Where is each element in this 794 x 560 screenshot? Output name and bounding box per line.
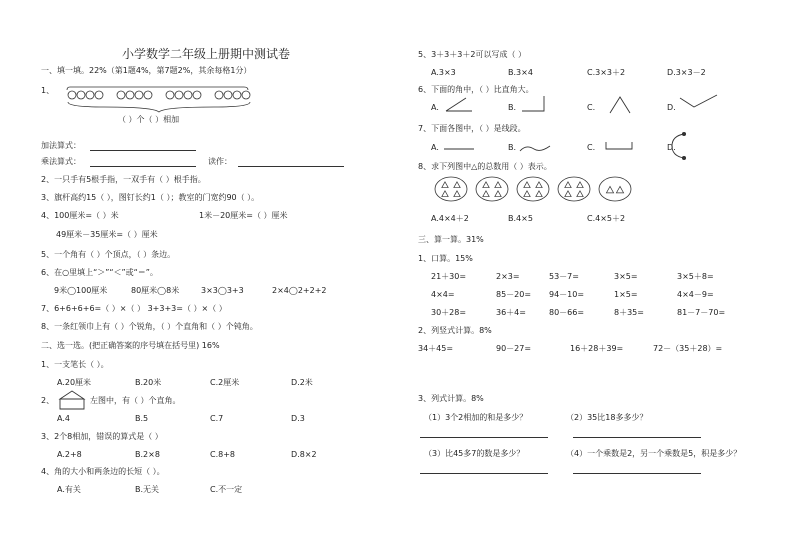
apple-group-3-icon <box>166 91 201 99</box>
read-as-label: 读作： <box>208 157 232 166</box>
choice-3-option-c[interactable]: C.8+8 <box>210 450 236 459</box>
word-answer-line-4[interactable] <box>573 473 701 474</box>
choice-8-option-c[interactable]: C.4×5＋2 <box>587 214 626 223</box>
choice-1-option-d[interactable]: D.2米 <box>291 378 313 387</box>
choice-6-option-c[interactable]: C. <box>587 103 596 112</box>
triangle-icon <box>536 182 542 188</box>
triangle-icon <box>483 191 489 197</box>
choice-2-option-b[interactable]: B.5 <box>135 414 149 423</box>
choice-8-option-a[interactable]: A.4×4＋2 <box>431 214 469 223</box>
triangle-groups-figure <box>433 175 633 205</box>
choice-5-option-b[interactable]: B.3×4 <box>508 68 533 77</box>
word-heading: 3、列式计算。8% <box>418 394 484 403</box>
choice-5-text: 5、3＋3＋3＋2可以写成（ ） <box>418 50 526 59</box>
addition-answer-line[interactable] <box>90 150 196 151</box>
choice-1-option-c[interactable]: C.2厘米 <box>210 378 240 387</box>
triangle-icon <box>483 182 489 188</box>
vertical-item-4: 72－（35＋28）= <box>653 344 723 353</box>
choice-3-option-a[interactable]: A.2+8 <box>57 450 82 459</box>
word-answer-line-2[interactable] <box>573 437 701 438</box>
oral-item: 4×4= <box>431 290 455 299</box>
choice-1-text: 1、一支笔长（ ）。 <box>41 360 109 369</box>
oral-item: 36＋4= <box>496 308 526 317</box>
oral-item: 2×3= <box>496 272 520 281</box>
choice-2-number: 2、 <box>41 396 55 405</box>
q2-text: 2、一只手有5根手指，一双手有（ ）根手指。 <box>41 175 206 184</box>
choice-4-option-b[interactable]: B.无关 <box>135 485 160 494</box>
angle-right-b-icon <box>522 96 544 111</box>
triangle-icon <box>442 191 448 197</box>
triangle-icon <box>495 182 501 188</box>
triangle-icon <box>442 182 448 188</box>
choice-7-option-c[interactable]: C. <box>587 143 596 152</box>
apple-group-2-icon <box>117 91 152 99</box>
oral-item: 3×5= <box>614 272 638 281</box>
triangle-icon <box>454 182 460 188</box>
q6-text: 6、在○里填上“＞”“＜”或“＝”。 <box>41 268 158 277</box>
choice-1-option-a[interactable]: A.20厘米 <box>57 378 92 387</box>
oral-item: 94－10= <box>549 290 585 299</box>
choice-5-option-a[interactable]: A.3×3 <box>431 68 456 77</box>
triangle-icon <box>536 191 542 197</box>
q8-text: 8、一条红领巾上有（ ）个锐角，（ ）个直角和（ ）个钝角。 <box>41 322 258 331</box>
open-shape-c-icon <box>606 142 632 149</box>
triangle-icon <box>577 182 583 188</box>
q4c-text: 49厘米－35厘米=（ ）厘米 <box>56 230 158 239</box>
addition-label: 加法算式： <box>41 141 81 150</box>
choice-8-option-b[interactable]: B.4×5 <box>508 214 533 223</box>
word-problem-4: （4）一个乘数是2，另一个乘数是5，积是多少？ <box>566 449 742 458</box>
house-shape-icon <box>58 390 86 410</box>
q1-number: 1、 <box>41 86 55 95</box>
page-title: 小学数学二年级上册期中测试卷 <box>122 47 291 61</box>
triangle-icon <box>616 186 623 192</box>
oral-item: 21＋30= <box>431 272 467 281</box>
word-problem-2: （2）35比18多多少？ <box>566 413 648 422</box>
choice-7-option-a[interactable]: A. <box>431 143 439 152</box>
oral-heading: 1、口算。15% <box>418 254 473 263</box>
word-problem-3: （3）比45多7的数是多少？ <box>424 449 525 458</box>
triangle-group-icon <box>599 177 631 201</box>
angles-figure <box>440 94 730 116</box>
triangle-group-icon <box>558 177 590 201</box>
vertical-heading: 2、列竖式计算。8% <box>418 326 492 335</box>
q4a-text: 4、100厘米=（ ）米 <box>41 211 119 220</box>
oral-item: 85－20= <box>496 290 532 299</box>
triangle-icon <box>524 191 530 197</box>
vertical-item-2: 90－27= <box>496 344 532 353</box>
triangle-icon <box>524 182 530 188</box>
multiplication-answer-line[interactable] <box>90 166 196 167</box>
apple-group-4-icon <box>215 91 250 99</box>
choice-7-text: 7、下面各图中，（ ）是线段。 <box>418 124 526 133</box>
triangle-group-icon <box>476 177 508 201</box>
choice-2-option-a[interactable]: A.4 <box>57 414 70 423</box>
oral-item: 1×5= <box>614 290 638 299</box>
apples-figure <box>64 84 254 114</box>
triangle-icon <box>454 191 460 197</box>
choice-2-text: 左图中，有（ ）个直角。 <box>90 396 181 405</box>
q6a-text: 9米◯100厘米 <box>54 286 108 295</box>
read-as-answer-line[interactable] <box>238 166 344 167</box>
choice-6-option-d[interactable]: D. <box>667 103 676 112</box>
q6b-text: 80厘米◯8米 <box>131 286 180 295</box>
choice-5-option-c[interactable]: C.3×3＋2 <box>587 68 626 77</box>
choice-5-option-d[interactable]: D.3×3－2 <box>667 68 706 77</box>
oral-item: 80－66= <box>549 308 585 317</box>
arc-d-icon <box>672 134 684 158</box>
choice-7-option-b[interactable]: B. <box>508 143 517 152</box>
choice-2-option-d[interactable]: D.3 <box>291 414 305 423</box>
vertical-item-3: 16＋28＋39= <box>570 344 624 353</box>
curve-b-icon <box>520 146 550 151</box>
q5-text: 5、一个角有（ ）个顶点，（ ）条边。 <box>41 250 176 259</box>
q4b-text: 1米－20厘米=（ ）厘米 <box>199 211 288 220</box>
oral-item: 30＋28= <box>431 308 467 317</box>
word-answer-line-1[interactable] <box>420 437 548 438</box>
word-answer-line-3[interactable] <box>420 473 548 474</box>
choice-2-option-c[interactable]: C.7 <box>210 414 224 423</box>
angle-obtuse-d-icon <box>680 95 717 107</box>
choice-7-option-d[interactable]: D. <box>667 143 676 152</box>
q3-text: 3、旗杆高约15（ ），图钉长约1（ ）；教室的门宽约90（ ）。 <box>41 193 260 202</box>
q7-text: 7、6+6+6+6=（ ）×（ ） 3+3+3=（ ）×（ ） <box>41 304 227 313</box>
triangle-icon <box>577 191 583 197</box>
choice-4-option-c[interactable]: C.不一定 <box>210 485 243 494</box>
triangle-icon <box>565 191 571 197</box>
choice-4-text: 4、角的大小和两条边的长短（ ）。 <box>41 467 165 476</box>
triangle-icon <box>606 186 613 192</box>
section-2-heading: 二、选一选。(把正确答案的序号填在括号里) 16% <box>41 341 220 350</box>
q1-blank-line: （ ）个（ ）相加 <box>118 115 180 124</box>
q6c-text: 3×3◯3+3 <box>201 286 244 295</box>
triangle-icon <box>565 182 571 188</box>
triangle-group-icon <box>517 177 549 201</box>
oral-item: 53－7= <box>549 272 579 281</box>
vertical-item-1: 34＋45= <box>418 344 454 353</box>
triangle-group-icon <box>435 177 467 201</box>
oral-item: 81－7－70= <box>677 308 726 317</box>
choice-4-option-a[interactable]: A.有关 <box>57 485 81 494</box>
choice-8-text: 8、求下列图中△的总数用（ ）表示。 <box>418 162 552 171</box>
choice-1-option-b[interactable]: B.20米 <box>135 378 162 387</box>
choice-3-text: 3、2个8相加，错误的算式是（ ） <box>41 432 163 441</box>
choice-3-option-d[interactable]: D.8×2 <box>291 450 317 459</box>
oral-item: 3×5＋8= <box>677 272 714 281</box>
choice-6-option-b[interactable]: B. <box>508 103 517 112</box>
q6d-text: 2×4◯2+2+2 <box>272 286 327 295</box>
multiplication-label: 乘法算式： <box>41 157 81 166</box>
choice-6-text: 6、下面的角中，（ ）比直角大。 <box>418 85 534 94</box>
oral-item: 4×4－9= <box>677 290 714 299</box>
apple-group-1-icon <box>68 91 103 99</box>
oral-item: 8＋35= <box>614 308 644 317</box>
angle-acute-c-icon <box>610 97 630 113</box>
brace-icon <box>68 102 250 112</box>
lines-figure <box>440 130 710 160</box>
choice-3-option-b[interactable]: B.2×8 <box>135 450 160 459</box>
angle-acute-a-icon <box>446 98 472 111</box>
triangle-icon <box>495 191 501 197</box>
section-1-heading: 一、填一填。22%（第1题4%，第7题2%，其余每格1分） <box>41 66 252 75</box>
choice-6-option-a[interactable]: A. <box>431 103 439 112</box>
word-problem-1: （1）3个2相加的和是多少？ <box>424 413 528 422</box>
section-3-heading: 三、算一算。31% <box>418 235 484 244</box>
